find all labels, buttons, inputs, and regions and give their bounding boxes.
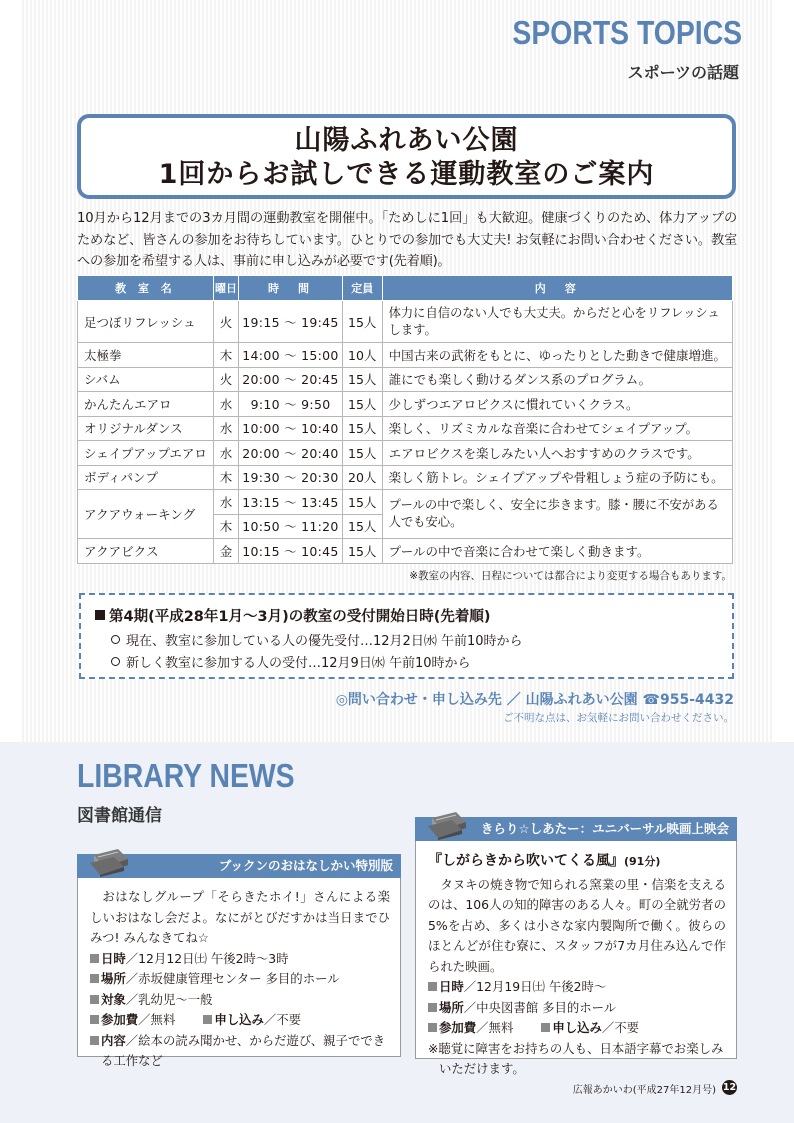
class-capacity: 15人 — [342, 441, 382, 466]
section-subtitle: スポーツの話題 — [627, 63, 739, 82]
class-capacity: 15人 — [342, 539, 382, 564]
class-time: 10:50 ～ 11:20 — [239, 514, 343, 539]
square-bullet-icon — [203, 1015, 212, 1024]
header-capacity: 定員 — [342, 276, 382, 301]
storytime-content — [90, 1031, 390, 1072]
square-bullet-icon — [90, 995, 99, 1004]
storytime-date-value: ／12月12日㈯ 午後2時～3時 — [125, 950, 289, 966]
contact-note: ご不明な点は、お気軽にお問い合わせください。 — [503, 712, 734, 724]
section-title: SPORTS TOPICS — [512, 14, 742, 51]
header-class-name: 教 室 名 — [78, 276, 214, 301]
storytime-fee-label: 参加費 — [101, 1012, 139, 1027]
class-day: 水 — [213, 416, 238, 441]
class-time: 9:10 ～ 9:50 — [239, 392, 343, 417]
film-duration: (91分) — [624, 855, 661, 868]
cinema-date-value: ／12月19日㈯ 午後2時～ — [463, 979, 607, 994]
film-title — [428, 851, 726, 873]
period-line-2-text: 新しく教室に参加する人の受付…12月9日㈬ 午前10時から — [126, 656, 471, 671]
cinema-apply-label: 申し込み — [552, 1020, 602, 1035]
class-day: 金 — [213, 539, 238, 564]
class-desc: 体力に自信のない人でも大丈夫。からだと心をリフレッシュします。 — [382, 301, 732, 343]
film-title-text: 『しがらきから吹いてくる風』 — [428, 853, 624, 869]
class-capacity: 15人 — [342, 392, 382, 417]
cinema-date-label: 日時 — [439, 979, 464, 994]
storytime-place — [90, 969, 390, 990]
cinema-fee-label: 参加費 — [439, 1020, 477, 1035]
class-time: 10:00 ～ 10:40 — [239, 416, 343, 441]
class-day: 木 — [213, 514, 238, 539]
storytime-fee-apply — [90, 1010, 390, 1031]
cinema-fee-value: ／無料 — [476, 1020, 514, 1035]
class-name: アクアビクス — [78, 539, 214, 564]
class-name: アクアウォーキング — [78, 490, 214, 539]
cinema-panel-head: きらり☆しあたー：ユニバーサル映画上映会 — [415, 817, 737, 841]
header-time: 時 間 — [239, 276, 343, 301]
article-title-box — [77, 114, 736, 199]
class-name: シバム — [78, 367, 214, 392]
square-bullet-icon — [90, 1015, 99, 1024]
square-bullet-icon — [428, 982, 437, 991]
class-desc: 中国古来の武術をもとに、ゆったりとした動きで健康増進。 — [382, 343, 732, 368]
storytime-panel-head: ブックンのおはなしかい特別版 — [77, 854, 401, 878]
square-bullet-icon — [428, 1023, 437, 1032]
class-name: ボディパンプ — [78, 465, 214, 490]
storytime-content-label: 内容 — [101, 1032, 126, 1048]
class-time: 19:15 ～ 19:45 — [239, 301, 343, 343]
class-desc: エアロビクスを楽しみたい人へおすすめのクラスです。 — [382, 441, 732, 466]
class-day: 火 — [213, 367, 238, 392]
storytime-place-label: 場所 — [101, 971, 126, 986]
class-name: 足つぼリフレッシュ — [78, 301, 214, 343]
header-day: 曜日 — [213, 276, 238, 301]
square-bullet-icon — [428, 1003, 437, 1012]
table-header-row — [78, 276, 733, 301]
class-desc: 楽しく筋トレ。シェイプアップや骨粗しょう症の予防にも。 — [382, 465, 732, 490]
class-day: 火 — [213, 301, 238, 343]
schedule-table — [77, 275, 733, 564]
period-line-1 — [111, 630, 523, 649]
square-bullet-icon — [90, 954, 99, 963]
books-icon — [426, 808, 472, 840]
class-capacity: 15人 — [342, 490, 382, 515]
article-title-line2: 1回からお試しできる運動教室のご案内 — [158, 159, 655, 190]
class-time: 13:15 ～ 13:45 — [239, 490, 343, 515]
table-row — [78, 301, 733, 343]
table-row — [78, 465, 733, 490]
period-line-2 — [111, 652, 471, 671]
table-row — [78, 392, 733, 417]
class-capacity: 10人 — [342, 343, 382, 368]
left-margin — [0, 0, 22, 742]
storytime-panel-body — [90, 887, 390, 1072]
class-name: オリジナルダンス — [78, 416, 214, 441]
class-name: 太極拳 — [78, 343, 214, 368]
cinema-panel-body — [428, 851, 726, 1080]
class-desc: プールの中で音楽に合わせて楽しく動きます。 — [382, 539, 732, 564]
table-row — [78, 490, 733, 515]
storytime-place-value: ／赤坂健康管理センター 多目的ホール — [125, 971, 340, 986]
period-line-1-text: 現在、教室に参加している人の優先受付…12月2日㈬ 午前10時から — [126, 634, 523, 649]
contact-info: ◎問い合わせ・申し込み先 ／ 山陽ふれあい公園 ☎955-4432 — [335, 692, 734, 708]
table-row — [78, 367, 733, 392]
square-bullet-icon — [95, 610, 105, 620]
square-bullet-icon — [90, 1036, 99, 1045]
storytime-panel — [77, 854, 401, 1068]
class-time: 20:00 ～ 20:40 — [239, 441, 343, 466]
article-title-line1: 山陽ふれあい公園 — [294, 125, 519, 156]
class-desc: 誰にでも楽しく動けるダンス系のプログラム。 — [382, 367, 732, 392]
storytime-fee-value: ／無料 — [138, 1012, 176, 1027]
storytime-date-label: 日時 — [101, 950, 126, 966]
footer-text: 広報あかいわ(平成27年12月号) — [572, 1085, 716, 1096]
circle-bullet-icon — [111, 657, 120, 666]
square-bullet-icon — [541, 1023, 550, 1032]
books-icon — [88, 845, 134, 877]
class-day: 水 — [213, 392, 238, 417]
class-day: 木 — [213, 465, 238, 490]
library-title: LIBRARY NEWS — [77, 757, 295, 794]
table-row — [78, 343, 733, 368]
class-name: かんたんエアロ — [78, 392, 214, 417]
storytime-target — [90, 990, 390, 1011]
class-capacity: 20人 — [342, 465, 382, 490]
table-row — [78, 539, 733, 564]
class-capacity: 15人 — [342, 301, 382, 343]
cinema-fee-apply — [428, 1018, 726, 1039]
cinema-place-label: 場所 — [439, 999, 464, 1015]
class-time: 20:00 ～ 20:45 — [239, 367, 343, 392]
class-desc: 少しずつエアロビクスに慣れていくクラス。 — [382, 392, 732, 417]
class-capacity: 15人 — [342, 367, 382, 392]
cinema-apply-value: ／不要 — [601, 1020, 640, 1035]
period-title — [95, 605, 490, 626]
class-time: 14:00 ～ 15:00 — [239, 343, 343, 368]
cinema-panel — [415, 817, 737, 1076]
class-desc: 楽しく、リズミカルな音楽に合わせてシェイプアップ。 — [382, 416, 732, 441]
article-intro: 10月から12月までの3カ月間の運動教室を開催中。「ためしに1回」も大歓迎。健康づくりのため、体力アップのためなど、皆さんの参加をお待ちしています。ひとりでの参加でも大丈夫! お気軽にお問い合わせください。教室への参加を希望する人は、事前に申し込みが必要です(先着順)。 — [77, 211, 737, 269]
storytime-target-value: ／乳幼児～一般 — [125, 991, 213, 1007]
class-capacity: 15人 — [342, 416, 382, 441]
cinema-note: ※聴覚に障害をお持ちの人も、日本語字幕でお楽しみいただけます。 — [428, 1040, 724, 1076]
class-time: 10:15 ～ 10:45 — [239, 539, 343, 564]
storytime-apply-label: 申し込み — [214, 1012, 264, 1027]
square-bullet-icon — [90, 974, 99, 983]
storytime-content-value: ／絵本の読み聞かせ、からだ遊び、親子でできる工作など — [101, 1032, 386, 1068]
storytime-date — [90, 949, 390, 970]
right-margin — [772, 0, 794, 742]
class-day: 水 — [213, 490, 238, 515]
storytime-target-label: 対象 — [101, 991, 126, 1007]
storytime-apply-value: ／不要 — [263, 1012, 302, 1027]
class-name: シェイプアップエアロ — [78, 441, 214, 466]
cinema-intro: タヌキの焼き物で知られる窯業の里・信楽を支えるのは、106人の知的障害のある人々。町の全就労者の5%を占め、多くは小さな家内製陶所で働く。彼らのほとんどが住む寮に、スタッフが7カ月住み込んで作られた映画。 — [428, 876, 726, 974]
class-capacity: 15人 — [342, 514, 382, 539]
cinema-place — [428, 998, 726, 1019]
page-number: 12 — [722, 1082, 737, 1093]
library-subtitle: 図書館通信 — [77, 806, 162, 826]
class-day: 水 — [213, 441, 238, 466]
table-row — [78, 416, 733, 441]
class-desc: プールの中で楽しく、安全に歩きます。膝・腰に不安がある人でも安心。 — [382, 490, 732, 539]
cinema-place-value: ／中央図書館 多目的ホール — [463, 999, 617, 1015]
header-content: 内 容 — [382, 276, 732, 301]
cinema-date — [428, 977, 726, 998]
period-title-text: 第4期(平成28年1月～3月)の教室の受付開始日時(先着順) — [109, 609, 491, 625]
period-notice-box — [79, 593, 734, 679]
table-note: ※教室の内容、日程については都合により変更する場合もあります。 — [409, 570, 732, 582]
circle-bullet-icon — [111, 635, 120, 644]
table-row — [78, 441, 733, 466]
class-day: 木 — [213, 343, 238, 368]
storytime-intro: おはなしグループ「そらきたホイ!」さんによる楽しいおはなし会だよ。なにがとびだすかは当日までひみつ! みんなきてね☆ — [90, 889, 390, 945]
class-time: 19:30 ～ 20:30 — [239, 465, 343, 490]
